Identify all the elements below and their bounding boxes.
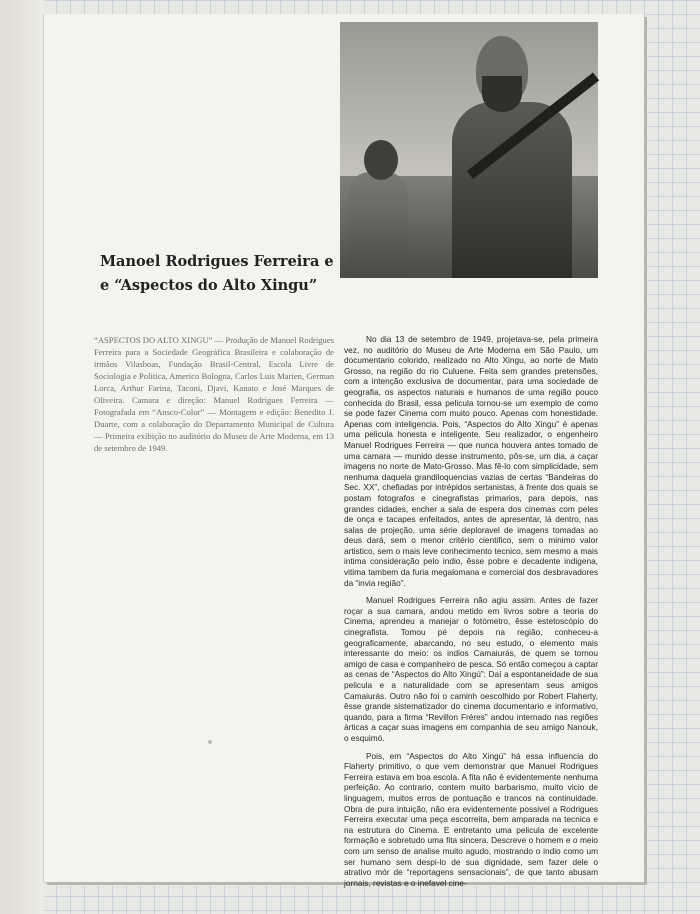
- page-blemish: [208, 740, 212, 744]
- documentary-photo: [340, 22, 598, 278]
- article-paragraph-1: No dia 13 de setembro de 1949, projetava-se, pela primeira vez, no auditório do Museu de Arte Moderna em São Paulo, um documentario colorido, realizado no Alto Xingu, ao norte de Mato Grosso, na região do rio Culuene. Feita sem grandes pretensões, com a intenção exclusiva de documentar, para uma sociedade de geografia, os aspectos naturais e humanos de uma região pouco conhecida do Brasil, essa pelicula tornou-se um exemplo de como se pode fazer Cinema com muito pouco. Apenas com honestidade. Apenas com inteligencia. Pois, “Aspectos do Alto Xingu” é apenas uma pelicula honesta e inteligente. Seu realizador, o engenheiro Manuel Rodrigues Ferreira — que nunca houvera antes tomado de uma camara — munido desse instrumento, pôs-se, um dia, a caçar imagens no norte de Mato-Grosso. Mas fê-lo com simplicidade, sem nenhuma daquela grandiloquencias vazias de certas “Bandeiras do Sec. XX”, chefiadas por intrépidos sertanistas, à frente dos quais se postam fotografos e cinegrafistas primarios, para depois, nas grandes cidades, encher a sala de espera dos cinemas com peles de onça e tacapes enfeitados, antes de apresentar, lá dentro, nas salas de projeção, uma série deploravel de imagens tomadas ao deus dará, sem o menor critério cientifico, sem o minimo valor artistico, sem o mais leve conhecimento tecnico, sem mesmo a mais intima consideração pelo indio, êsse pobre e decadente indigena, vitima tambem da furia megalomana e comercial dos desbravadores da “invia região”.: [344, 334, 598, 588]
- article-title: [100, 250, 360, 298]
- article-title-line-2: e “Aspectos do Alto Xingu”: [100, 277, 318, 294]
- photo-man-figure: [452, 102, 572, 278]
- article-paragraph-2: Manuel Rodrigues Ferreira não agiu assim. Antes de fazer roçar a sua camara, andou metido em livros sobre a teoria do Cinema, aprendeu a manejar o fotómetro, êsse estetoscópio do cinegrafista. Tomou pé depois na região, conheceu-a geograficamente, abarcando, no seu estudo, o elemento mais interessante do meio: os indios Camaiurás, de quem se tornou amigo de casa e companheiro de pesca. Só então começou a captar as cenas de “Aspectos do Alto Xingú”: Daí a espontaneidade de sua pelicula e a naturalidade com se apresentam seus amigos Camaiurás. Outro não foi o caminh oescolhido por Robert Flaherty, êsse grande sistematizador do cinema documentario e informativo, quando, para a firma “Revillon Fréres” andou internado nas regiões árticas a caçar suas imagens em companhia de seu amigo Nanouk, o esquimó.: [344, 595, 598, 743]
- article-paragraph-3: Pois, em “Aspectos do Alto Xingú” há essa influencia do Flaherty primitivo, o que vem demonstrar que Manuel Rodrigues Ferreira estava em boa escola. A fita não é evidentemente nenhuma perfeição. Ao contrario, contem muito barbarismo, muito vicio de linguagem, muitos erros de pontuação e trancos na continuidade. Obra de pura intuição, não era evidentemente possivel a Rodrigues Ferreira executar uma peça escorreita, bem amparada na tecnica e na estrutura do Cinema. E entretanto uma pelicula de excelente formação e sobretudo uma fita sincera. Descreve o homem e o meio com um senso de analise muito agudo, mostrando o indio como um ser humano sem despi-lo de sua dignidade, sem fazer dele o atrativo mór de “reportagens sensacionais”, de que tanto abusam jornais, revistas e o inefavel cine-: [344, 750, 598, 888]
- photo-man-beard: [482, 76, 522, 112]
- article-body: [344, 334, 598, 895]
- article-title-line-1: Manoel Rodrigues Ferreira e: [100, 253, 334, 270]
- film-credits: “ASPECTOS DO ALTO XINGU” — Produção de Manoel Rodrigues Ferreira para a Sociedade Geográfica Brasileira e colaboração de irmãos Vilasboas, Fundação Brasil-Central, Escola Livre de Sociologia e Politica, Americo Bologna, Carlos Luis Marien, German Lorca, Arthur Farina, Taconi, Djavi, Kanato e José Marques de Oliveira. Camara e direção: Manuel Rodrigues Ferreira — Fotografada em “Ansco-Color” — Montagem e edição: Benedito J. Duarte, com a colaboração do Departamento Municipal de Cultura — Primeira exibição no auditório do Museu de Arte Moderna, em 13 de setembro de 1949.: [94, 335, 334, 453]
- page-gutter: [0, 0, 44, 914]
- magazine-page: [44, 14, 644, 888]
- photo-boy-head: [364, 140, 398, 180]
